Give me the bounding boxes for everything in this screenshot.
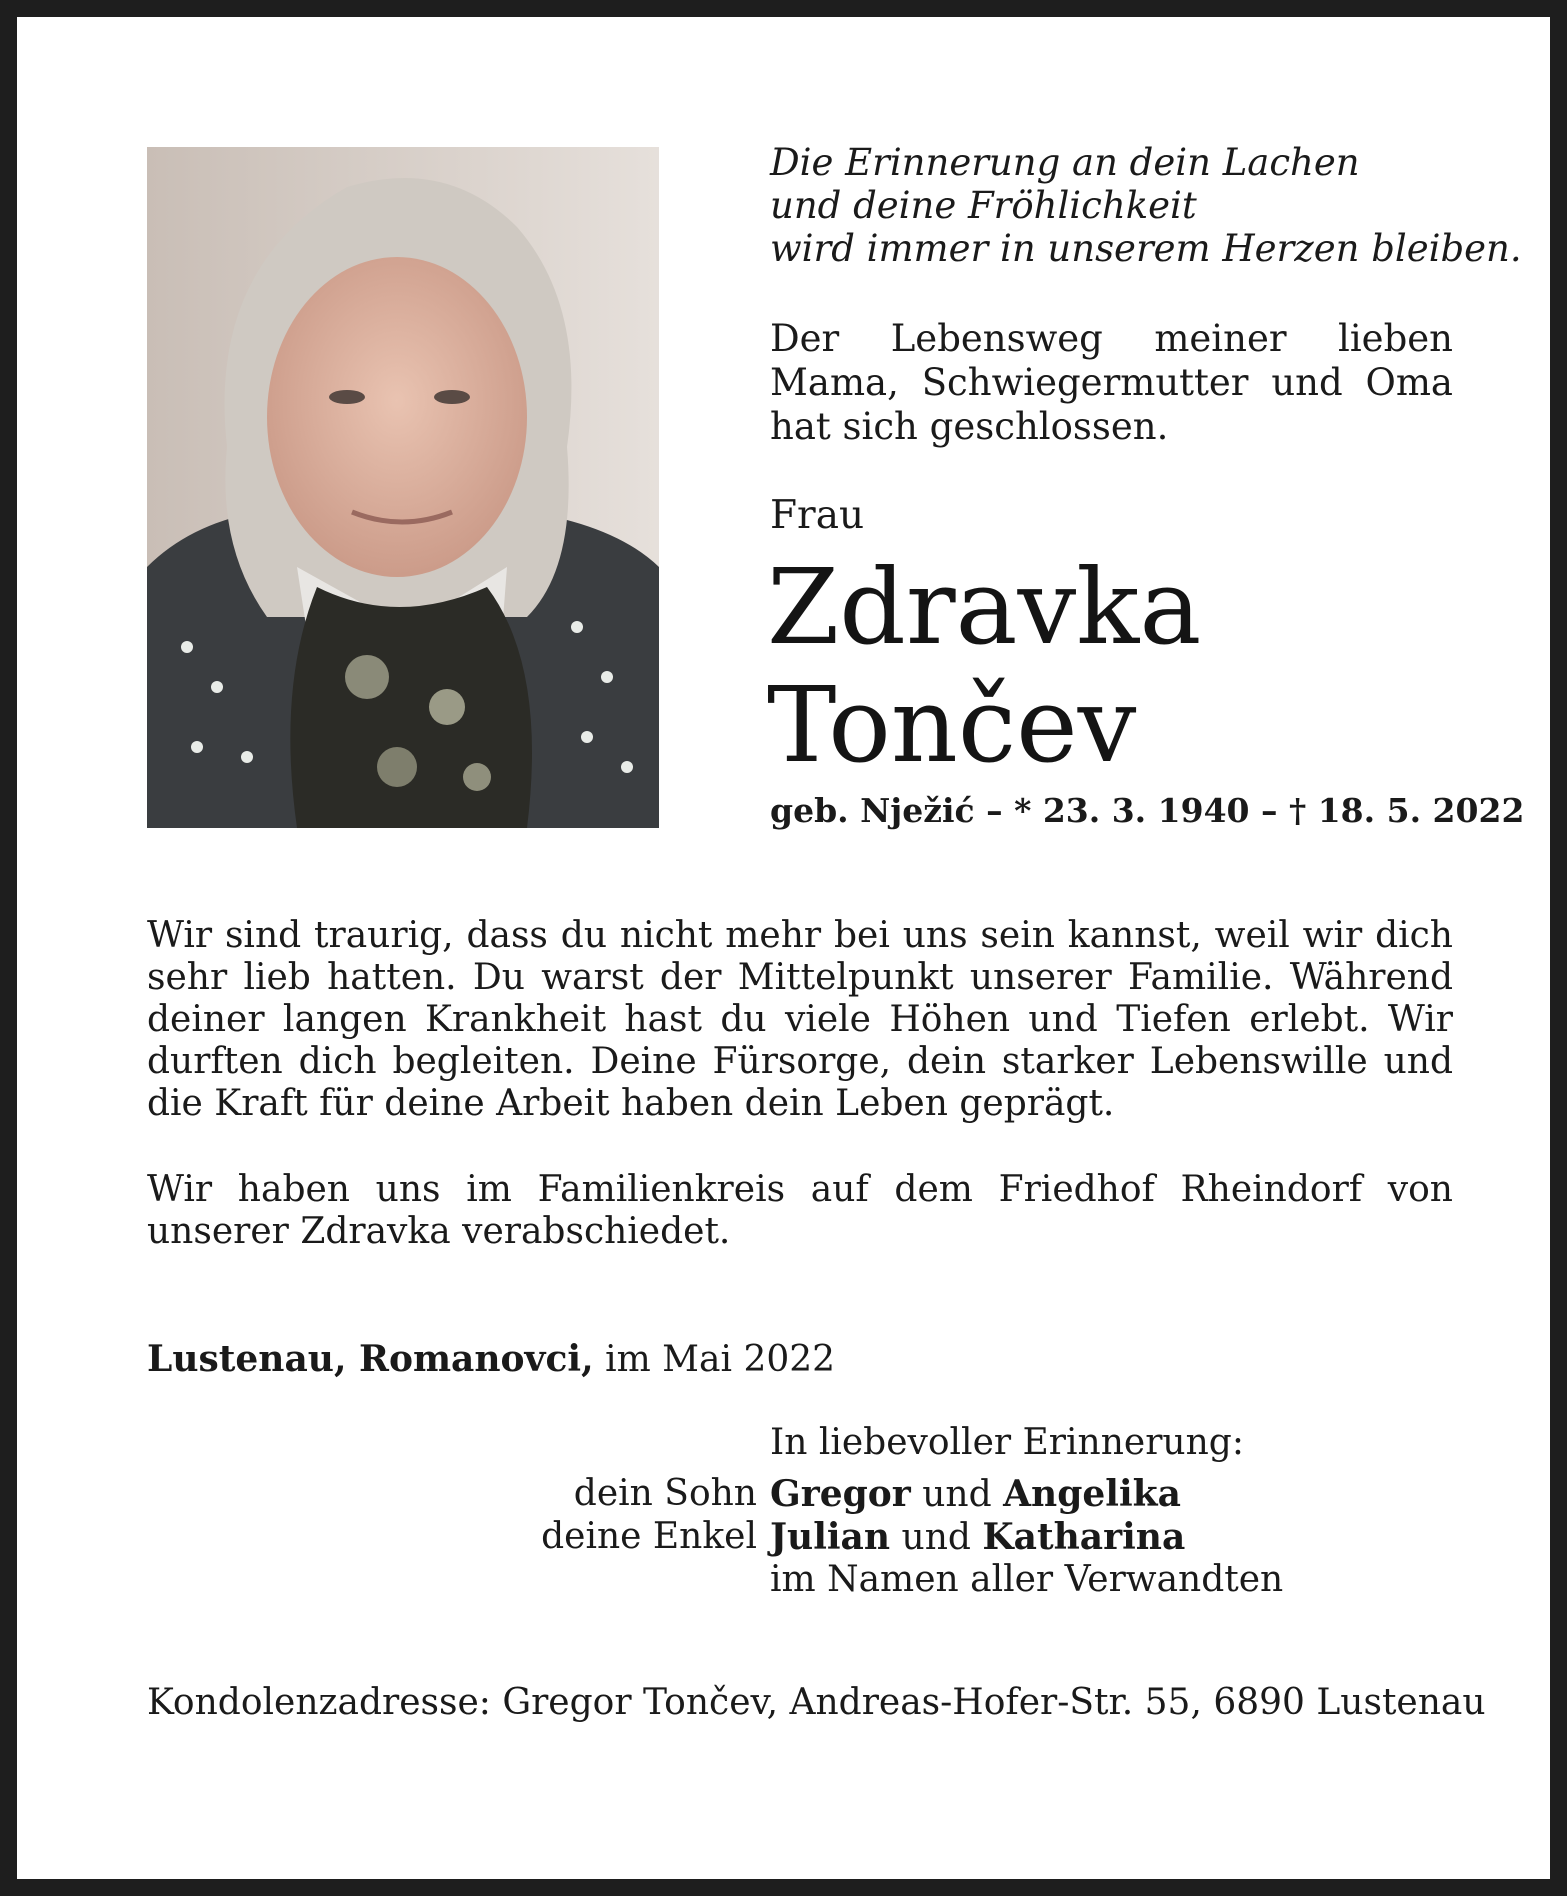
poem-line: und deine Fröhlichkeit — [770, 184, 1197, 227]
signer-role: dein Sohn — [573, 1473, 757, 1514]
body-paragraph-1: Wir sind traurig, dass du nicht mehr bei uns sein kannst, weil wir dich sehr lieb hatten. Du warst der Mittelpunkt unserer Familie. Während deiner langen Krankheit hast du viele Höhen und Tiefen erlebt. Wir durften dich begleiten. Deine Fürsorge, dein starker Lebenswille und die Kraft für deine Arbeit haben dein Leben geprägt. — [147, 915, 1453, 1124]
signer-row — [457, 1473, 1283, 1516]
memorial-poem — [770, 141, 1522, 270]
life-dates: geb. Nježić – * 23. 3. 1940 – † 18. 5. 2022 — [770, 791, 1525, 830]
signer-row — [457, 1516, 1283, 1559]
signer-joiner: und — [901, 1517, 971, 1558]
signer-names — [770, 1516, 1185, 1559]
salutation: Frau — [770, 493, 865, 538]
body-paragraph-2: Wir haben uns im Familienkreis auf dem Friedhof Rheindorf von unserer Zdravka verabschiedet. — [147, 1169, 1453, 1252]
signer-name: Katharina — [982, 1516, 1186, 1558]
intro-text: Der Lebensweg meiner lieben Mama, Schwiegermutter und Oma hat sich geschlossen. — [770, 317, 1453, 448]
signer-names — [770, 1473, 1181, 1516]
last-name: Tončev — [767, 664, 1137, 786]
signer-name: Angelika — [1003, 1473, 1181, 1515]
place-date-line — [147, 1335, 835, 1384]
place-names: Lustenau, Romanovci, — [147, 1338, 594, 1380]
poem-line: Die Erinnerung an dein Lachen — [770, 141, 1360, 184]
signers-block — [457, 1473, 1283, 1601]
portrait-photo — [147, 147, 659, 828]
first-name: Zdravka — [767, 546, 1202, 668]
poem-line: wird immer in unserem Herzen bleiben. — [770, 227, 1522, 270]
place-date: im Mai 2022 — [605, 1339, 836, 1380]
condolence-address: Kondolenzadresse: Gregor Tončev, Andreas-Hofer-Str. 55, 6890 Lustenau — [147, 1682, 1486, 1723]
signer-name: Julian — [770, 1516, 891, 1558]
portrait-illustration — [147, 147, 659, 828]
signer-row — [457, 1559, 1283, 1601]
closing-line: In liebevoller Erinnerung: — [770, 1422, 1244, 1463]
signer-role: deine Enkel — [541, 1516, 757, 1557]
signer-name: Gregor — [770, 1473, 911, 1515]
signers-footer: im Namen aller Verwandten — [770, 1559, 1284, 1600]
signer-joiner: und — [922, 1474, 992, 1515]
